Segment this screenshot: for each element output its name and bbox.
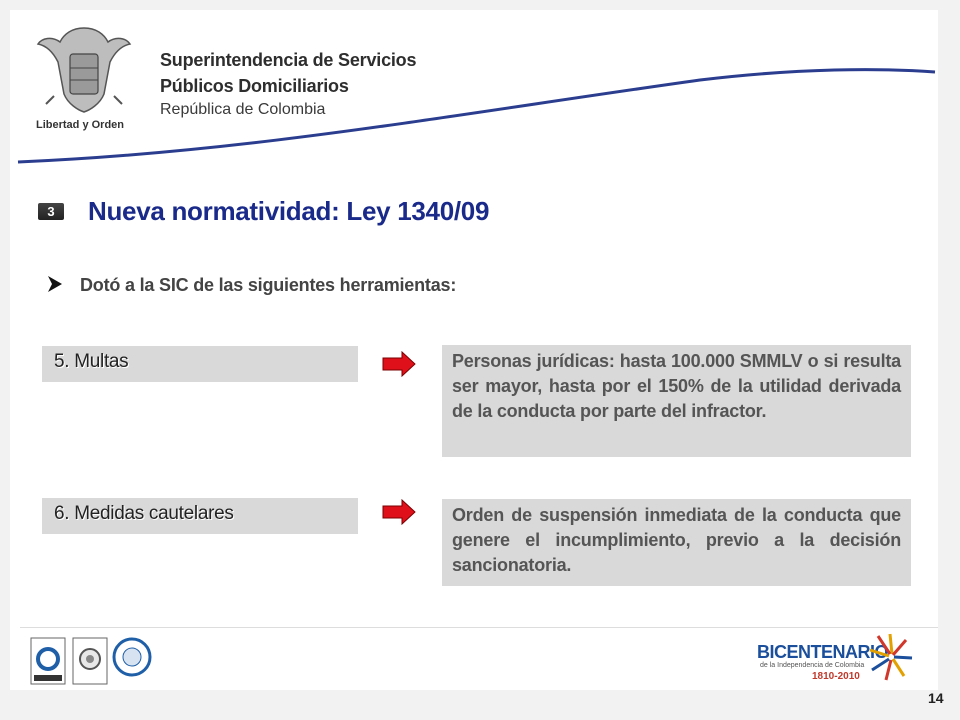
footer-divider [20,627,938,628]
description-box-multas [442,345,911,457]
org-name-line2: Públicos Domiciliarios [160,76,349,96]
item-label: 5. Multas [54,351,129,372]
section-number-badge: 3 [38,203,64,220]
item-description: Orden de suspensión inmediata de la conducta que genere el incumplimiento, previo a la decisión sancionatoria. [452,505,901,575]
bicentenario-years: 1810-2010 [812,671,860,682]
page-title: Nueva normatividad: Ley 1340/09 [88,196,490,226]
iqnet-certification-icon [112,637,152,677]
page-number: 14 [928,690,944,706]
bicentenario-subtitle: de la Independencia de Colombia [760,662,865,669]
label-box-medidas-cautelares [42,498,358,534]
bicentenario-title: BICENTENARIO [757,642,889,662]
red-arrow-icon [382,499,416,525]
label-box-multas [42,346,358,382]
seal-caption: Libertad y Orden [36,119,125,131]
certification-logo-icon [72,637,108,685]
header-swoosh [0,60,960,170]
intro-text: Dotó a la SIC de las siguientes herramientas: [80,275,457,295]
description-box-medidas-cautelares [442,499,911,586]
certification-logo-icon [30,637,66,685]
arrow-bullet-icon [47,275,63,293]
item-description: Personas jurídicas: hasta 100.000 SMMLV o si resulta ser mayor, hasta por el 150% de la utilidad derivada de la conducta por parte del infractor. [452,351,901,421]
bicentenario-star-icon [866,630,914,682]
red-arrow-icon [382,351,416,377]
org-name-line1: Superintendencia de Servicios [160,50,417,70]
org-country: República de Colombia [160,101,326,118]
item-label: 6. Medidas cautelares [54,503,234,524]
